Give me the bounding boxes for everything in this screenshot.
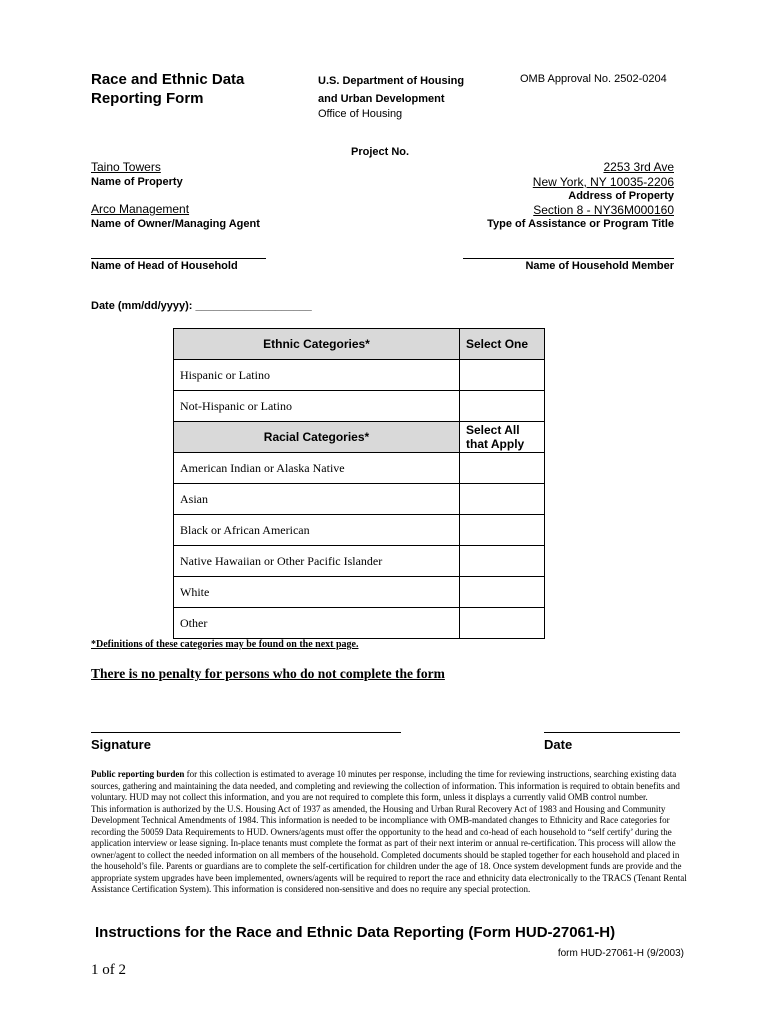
no-penalty-note: There is no penalty for persons who do not complete the form [91, 666, 445, 681]
page-number: 1 of 2 [91, 962, 126, 978]
table-row [174, 484, 545, 515]
categories-table [173, 328, 545, 639]
signature-line[interactable] [91, 732, 401, 733]
address-label: Address of Property [568, 190, 674, 202]
head-of-household-line[interactable] [91, 258, 266, 259]
household-member-label: Name of Household Member [525, 260, 674, 272]
racial-checkbox[interactable] [460, 453, 545, 484]
assistance-label: Type of Assistance or Program Title [487, 218, 674, 230]
project-no-label: Project No. [351, 146, 410, 158]
date-signature-label: Date [544, 737, 573, 752]
burden-statement [91, 769, 687, 896]
department-line1: U.S. Department of Housing [318, 75, 465, 87]
form-number: form HUD-27061-H (9/2003) [557, 948, 684, 959]
ethnic-option-label: Hispanic or Latino [174, 360, 460, 391]
department-block [318, 72, 464, 120]
burden-text-1: for this collection is estimated to average 10 minutes per response, including the time for reviewing instructions, searching existing data sources, gathering and maintaining the data needed, and completing and reviewing the collection of information. This information is required to obtain benefits and voluntary. HUD may not collect this information, and you are not required to complete this form, unless it displays a currently valid OMB control number. [91, 769, 680, 802]
racial-option-label: White [174, 577, 460, 608]
ethnic-option-label: Not-Hispanic or Latino [174, 391, 460, 422]
definitions-footnote: *Definitions of these categories may be found on the next page. [91, 639, 359, 650]
table-row [174, 608, 545, 639]
date-signature-line[interactable] [544, 732, 680, 733]
address-line2: New York, NY 10035-2206 [532, 175, 674, 189]
racial-checkbox[interactable] [460, 484, 545, 515]
racial-checkbox[interactable] [460, 546, 545, 577]
agent-value: Arco Management [91, 202, 190, 216]
agent-label: Name of Owner/Managing Agent [91, 218, 260, 230]
racial-checkbox[interactable] [460, 515, 545, 546]
burden-paragraph-1 [91, 769, 687, 804]
instructions-title: Instructions for the Race and Ethnic Data Reporting (Form HUD-27061-H) [95, 924, 616, 941]
burden-paragraph-2: This information is authorized by the U.S. Housing Act of 1937 as amended, the Housing and Urban Rural Recovery Act of 1983 and Housing and Community Development Technical Amendments of 1984. This information is needed to be incompliance with OMB-mandated changes to Ethnicity and Race categories for recording the 50059 Data Requirements to HUD. Owners/agents must offer the opportunity to the head and co-head of each household to “self certify’ during the application interview or lease signing. In-place tenants must complete the format as part of their next interim or annual re-certification. This process will allow the owner/agent to collect the needed information on all members of the household. Completed documents should be stapled together for each household and placed in the household’s file. Parents or guardians are to complete the self-certification for children under the age of 18. Once system development funds are provide and the appropriate system upgrades have been implemented, owners/agents will be required to report the race and ethnicity data electronically to the TRACS (Tenant Rental Assistance Certification System). This information is considered non-sensitive and does no require any special protection. [91, 803, 687, 894]
assistance-value: Section 8 - NY36M000160 [533, 203, 674, 217]
table-row [174, 515, 545, 546]
select-all-header [460, 422, 545, 453]
signature-label: Signature [91, 737, 151, 752]
property-name-label: Name of Property [91, 176, 183, 188]
table-row [174, 577, 545, 608]
department-line3: Office of Housing [318, 108, 403, 120]
select-all-line2: that Apply [466, 437, 525, 451]
date-field[interactable]: Date (mm/dd/yyyy): ___________________ [91, 300, 312, 312]
form-title-line1: Race and Ethnic Data [91, 71, 245, 88]
racial-checkbox[interactable] [460, 577, 545, 608]
household-member-line[interactable] [463, 258, 674, 259]
omb-approval: OMB Approval No. 2502-0204 [520, 73, 667, 85]
racial-checkbox[interactable] [460, 608, 545, 639]
racial-option-label: Asian [174, 484, 460, 515]
select-all-line1: Select All [466, 423, 520, 437]
select-one-header: Select One [460, 329, 545, 360]
racial-option-label: American Indian or Alaska Native [174, 453, 460, 484]
ethnic-header: Ethnic Categories* [174, 329, 460, 360]
racial-option-label: Native Hawaiian or Other Pacific Islander [174, 546, 460, 577]
ethnic-checkbox[interactable] [460, 391, 545, 422]
racial-header: Racial Categories* [174, 422, 460, 453]
racial-option-label: Other [174, 608, 460, 639]
racial-option-label: Black or African American [174, 515, 460, 546]
department-line2: and Urban Development [318, 93, 445, 105]
form-title [91, 70, 244, 108]
address-line1: 2253 3rd Ave [603, 160, 674, 174]
form-title-line2: Reporting Form [91, 90, 204, 107]
burden-lead: Public reporting burden [91, 769, 185, 779]
property-name-value: Taino Towers [91, 160, 161, 174]
table-row [174, 546, 545, 577]
ethnic-checkbox[interactable] [460, 360, 545, 391]
head-of-household-label: Name of Head of Household [91, 260, 238, 272]
table-row [174, 453, 545, 484]
table-row [174, 391, 545, 422]
table-row [174, 360, 545, 391]
